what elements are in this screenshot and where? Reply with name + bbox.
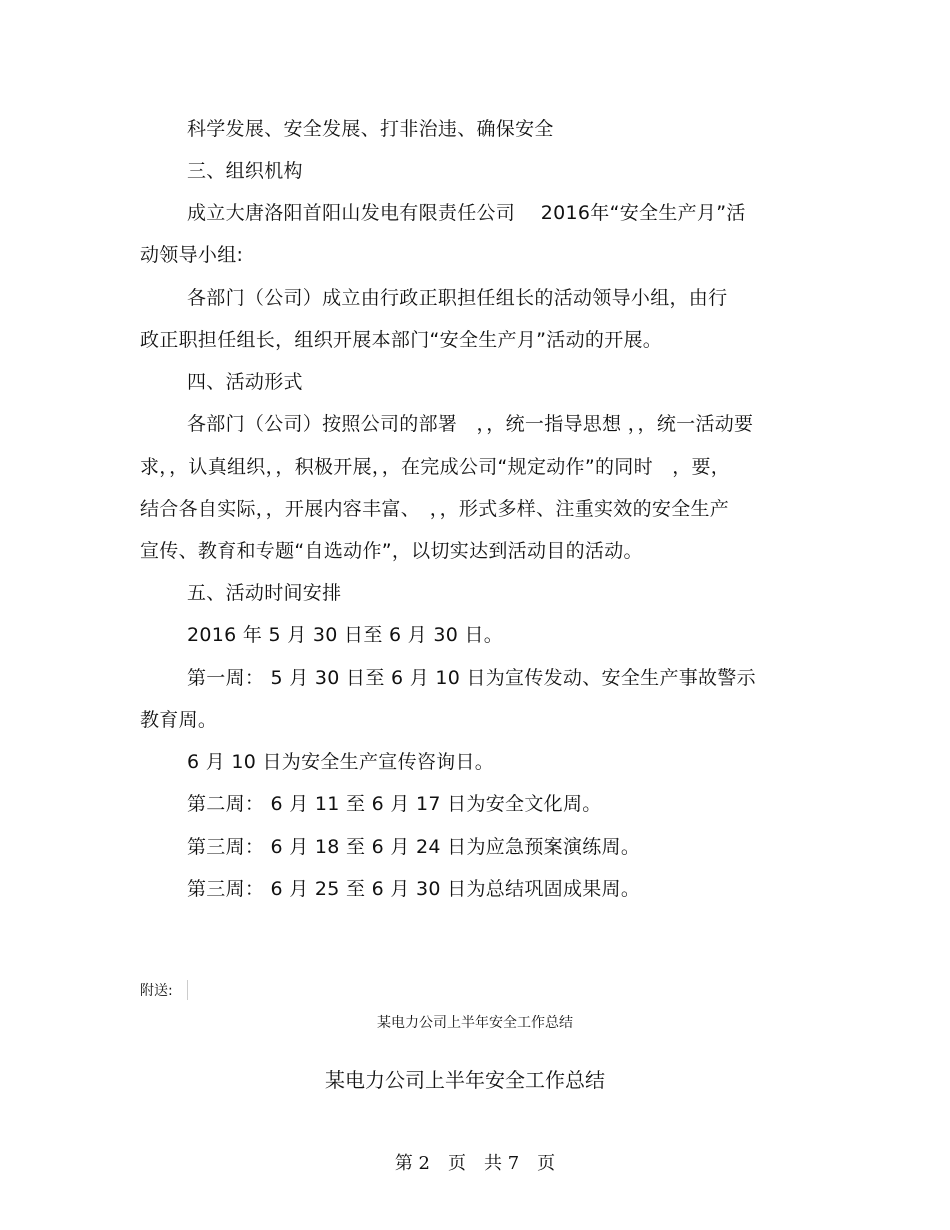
section-heading: 五、活动时间安排 [187, 582, 342, 604]
body-line: 成立大唐洛阳首阳山发电有限责任公司 2016年“安全生产月”活 [187, 202, 746, 224]
body-line: 第二周： 6 月 11 至 6 月 17 日为安全文化周。 [187, 793, 602, 815]
body-line: 2016 年 5 月 30 日至 6 月 30 日。 [187, 624, 504, 646]
attachment-divider [187, 980, 188, 1000]
body-line: 宣传、教育和专题“自选动作”，以切实达到活动目的活动。 [140, 540, 643, 562]
body-line: 教育周。 [140, 709, 218, 731]
section-heading: 三、组织机构 [187, 160, 303, 182]
body-line: 求，，认真组织，，积极开展，，在完成公司“规定动作”的同时 ，要， [140, 456, 731, 478]
body-line: 6 月 10 日为安全生产宣传咨询日。 [187, 751, 495, 773]
body-line: 结合各自实际，，开展内容丰富、 ，，形式多样、注重实效的安全生产 [140, 498, 730, 520]
attachment-title: 某电力公司上半年安全工作总结 [325, 1068, 605, 1092]
body-line: 第三周： 6 月 18 至 6 月 24 日为应急预案演练周。 [187, 836, 641, 858]
attachment-label: 附送: [140, 983, 173, 999]
page-footer: 第 2 页 共 7 页 [394, 1153, 556, 1174]
body-line: 动领导小组: [140, 244, 244, 266]
body-line: 各部门（公司）成立由行政正职担任组长的活动领导小组，由行 [187, 287, 728, 309]
attachment-small-title: 某电力公司上半年安全工作总结 [377, 1015, 573, 1031]
body-line: 第一周： 5 月 30 日至 6 月 10 日为宣传发动、安全生产事故警示 [187, 667, 756, 689]
body-line: 第三周： 6 月 25 至 6 月 30 日为总结巩固成果周。 [187, 878, 641, 900]
body-line: 各部门（公司）按照公司的部署 ，，统一指导思想 ，，统一活动要 [187, 413, 754, 435]
body-line: 科学发展、安全发展、打非治违、确保安全 [187, 118, 554, 140]
section-heading: 四、活动形式 [187, 371, 303, 393]
body-line: 政正职担任组长，组织开展本部门“安全生产月”活动的开展。 [140, 329, 663, 351]
